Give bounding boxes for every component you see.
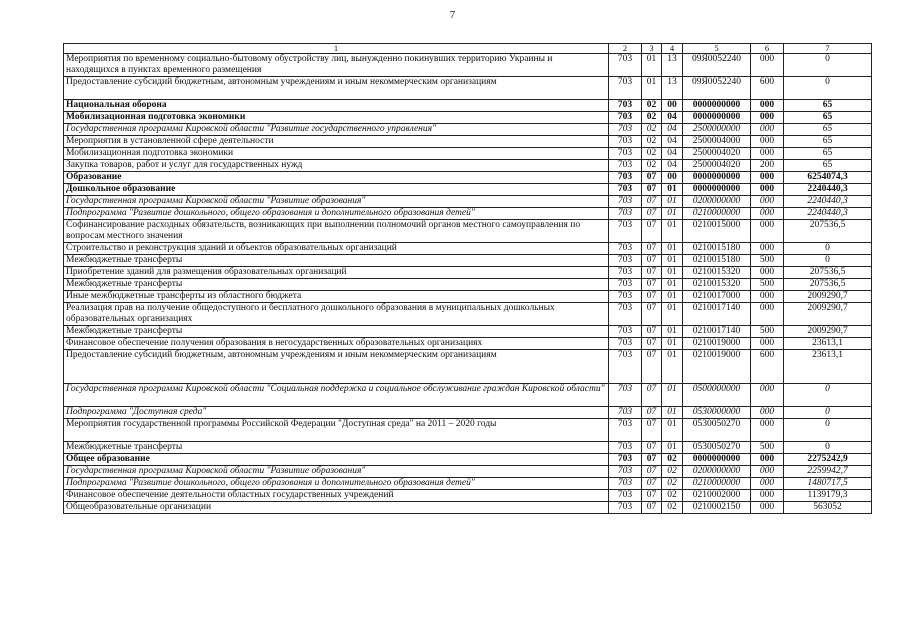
row-name: Общее образование xyxy=(64,454,609,466)
section-code: 07 xyxy=(642,184,662,196)
amount: 65 xyxy=(784,148,872,160)
target-article: 2500000000 xyxy=(683,124,751,136)
subsection-code: 01 xyxy=(662,442,683,454)
target-article: 0200000000 xyxy=(683,196,751,208)
expense-type: 000 xyxy=(751,303,784,326)
table-row xyxy=(64,136,872,148)
subsection-code: 04 xyxy=(662,160,683,172)
amount: 1139179,3 xyxy=(784,490,872,502)
row-name: Государственная программа Кировской области "Развитие образования" xyxy=(64,466,609,478)
section-code: 02 xyxy=(642,124,662,136)
amount: 23613,1 xyxy=(784,338,872,350)
table-row xyxy=(64,442,872,454)
section-code: 07 xyxy=(642,267,662,279)
amount: 65 xyxy=(784,112,872,124)
target-article: 09Я0052240 xyxy=(683,77,751,100)
section-code: 07 xyxy=(642,419,662,442)
amount: 0 xyxy=(784,442,872,454)
row-name: Софинансирование расходных обязательств, возникающих при выполнении полномочий органов местного самоуправления по вопросам местного значения xyxy=(64,220,609,243)
target-article: 0210015320 xyxy=(683,267,751,279)
subsection-code: 02 xyxy=(662,502,683,514)
expense-type: 500 xyxy=(751,442,784,454)
target-article: 0500000000 xyxy=(683,384,751,407)
row-name: Закупка товаров, работ и услуг для государственных нужд xyxy=(64,160,609,172)
subsection-code: 01 xyxy=(662,208,683,220)
expense-type: 000 xyxy=(751,478,784,490)
section-code: 07 xyxy=(642,279,662,291)
row-name: Мобилизационная подготовка экономики xyxy=(64,148,609,160)
ved-code: 703 xyxy=(609,384,642,407)
table-row xyxy=(64,502,872,514)
row-name: Строительство и реконструкция зданий и объектов образовательных организаций xyxy=(64,243,609,255)
expense-type: 000 xyxy=(751,419,784,442)
ved-code: 703 xyxy=(609,184,642,196)
table-row xyxy=(64,291,872,303)
row-name: Подпрограмма "Развитие дошкольного, общего образования и дополнительного образования детей" xyxy=(64,208,609,220)
subsection-code: 01 xyxy=(662,196,683,208)
ved-code: 703 xyxy=(609,350,642,384)
row-name: Приобретение зданий для размещения образовательных организаций xyxy=(64,267,609,279)
column-number: 7 xyxy=(784,44,872,54)
table-row xyxy=(64,338,872,350)
amount: 207536,5 xyxy=(784,267,872,279)
table-row xyxy=(64,419,872,442)
expense-type: 000 xyxy=(751,291,784,303)
row-name: Мероприятия в установленной сфере деятельности xyxy=(64,136,609,148)
ved-code: 703 xyxy=(609,303,642,326)
table-row xyxy=(64,490,872,502)
table-row xyxy=(64,303,872,326)
target-article: 0210019000 xyxy=(683,350,751,384)
target-article: 0000000000 xyxy=(683,454,751,466)
expense-type: 000 xyxy=(751,112,784,124)
section-code: 02 xyxy=(642,148,662,160)
section-code: 07 xyxy=(642,478,662,490)
target-article: 09Я0052240 xyxy=(683,54,751,77)
amount: 2240440,3 xyxy=(784,196,872,208)
section-code: 02 xyxy=(642,100,662,112)
ved-code: 703 xyxy=(609,148,642,160)
amount: 65 xyxy=(784,136,872,148)
section-code: 01 xyxy=(642,77,662,100)
expense-type: 000 xyxy=(751,384,784,407)
budget-table xyxy=(63,43,872,514)
ved-code: 703 xyxy=(609,490,642,502)
column-number: 6 xyxy=(751,44,784,54)
amount: 0 xyxy=(784,255,872,267)
subsection-code: 01 xyxy=(662,279,683,291)
expense-type: 600 xyxy=(751,350,784,384)
target-article: 0210017140 xyxy=(683,303,751,326)
row-name: Государственная программа Кировской области "Развитие государственного управления" xyxy=(64,124,609,136)
subsection-code: 04 xyxy=(662,124,683,136)
ved-code: 703 xyxy=(609,100,642,112)
target-article: 0210015000 xyxy=(683,220,751,243)
target-article: 0000000000 xyxy=(683,184,751,196)
expense-type: 500 xyxy=(751,326,784,338)
amount: 2009290,7 xyxy=(784,303,872,326)
expense-type: 000 xyxy=(751,454,784,466)
row-name: Подпрограмма "Доступная среда" xyxy=(64,407,609,419)
ved-code: 703 xyxy=(609,454,642,466)
expense-type: 500 xyxy=(751,255,784,267)
ved-code: 703 xyxy=(609,196,642,208)
subsection-code: 00 xyxy=(662,100,683,112)
amount: 6254074,3 xyxy=(784,172,872,184)
target-article: 0210019000 xyxy=(683,338,751,350)
expense-type: 500 xyxy=(751,279,784,291)
row-name: Подпрограмма "Развитие дошкольного, общего образования и дополнительного образования детей" xyxy=(64,478,609,490)
row-name: Финансовое обеспечение деятельности областных государственных учреждений xyxy=(64,490,609,502)
table-row xyxy=(64,243,872,255)
ved-code: 703 xyxy=(609,326,642,338)
table-row xyxy=(64,384,872,407)
amount: 0 xyxy=(784,243,872,255)
table-row xyxy=(64,148,872,160)
table-row xyxy=(64,466,872,478)
table-row xyxy=(64,255,872,267)
expense-type: 000 xyxy=(751,172,784,184)
section-code: 07 xyxy=(642,466,662,478)
subsection-code: 02 xyxy=(662,466,683,478)
table-row xyxy=(64,326,872,338)
subsection-code: 01 xyxy=(662,255,683,267)
amount: 0 xyxy=(784,384,872,407)
subsection-code: 01 xyxy=(662,243,683,255)
table-row xyxy=(64,279,872,291)
ved-code: 703 xyxy=(609,267,642,279)
target-article: 0530000000 xyxy=(683,407,751,419)
ved-code: 703 xyxy=(609,77,642,100)
ved-code: 703 xyxy=(609,338,642,350)
target-article: 0210002000 xyxy=(683,490,751,502)
section-code: 07 xyxy=(642,407,662,419)
section-code: 02 xyxy=(642,136,662,148)
ved-code: 703 xyxy=(609,279,642,291)
subsection-code: 01 xyxy=(662,338,683,350)
target-article: 0210000000 xyxy=(683,478,751,490)
row-name: Общеобразовательные организации xyxy=(64,502,609,514)
expense-type: 000 xyxy=(751,196,784,208)
target-article: 0530050270 xyxy=(683,442,751,454)
subsection-code: 04 xyxy=(662,136,683,148)
ved-code: 703 xyxy=(609,255,642,267)
table-row xyxy=(64,208,872,220)
expense-type: 000 xyxy=(751,267,784,279)
ved-code: 703 xyxy=(609,124,642,136)
section-code: 07 xyxy=(642,243,662,255)
section-code: 07 xyxy=(642,208,662,220)
ved-code: 703 xyxy=(609,442,642,454)
row-name: Мобилизационная подготовка экономики xyxy=(64,112,609,124)
row-name: Реализация прав на получение общедоступного и бесплатного дошкольного образования в муниципальных дошкольных образовательных организациях xyxy=(64,303,609,326)
row-name: Образование xyxy=(64,172,609,184)
subsection-code: 01 xyxy=(662,350,683,384)
target-article: 0210002150 xyxy=(683,502,751,514)
column-number: 5 xyxy=(683,44,751,54)
target-article: 0210015320 xyxy=(683,279,751,291)
amount: 2259942,7 xyxy=(784,466,872,478)
subsection-code: 01 xyxy=(662,184,683,196)
target-article: 0210015180 xyxy=(683,243,751,255)
expense-type: 000 xyxy=(751,100,784,112)
subsection-code: 01 xyxy=(662,419,683,442)
expense-type: 000 xyxy=(751,243,784,255)
budget-table-body xyxy=(64,44,872,514)
subsection-code: 13 xyxy=(662,54,683,77)
table-row xyxy=(64,112,872,124)
amount: 65 xyxy=(784,100,872,112)
subsection-code: 02 xyxy=(662,454,683,466)
target-article: 0000000000 xyxy=(683,112,751,124)
amount: 2240440,3 xyxy=(784,184,872,196)
expense-type: 000 xyxy=(751,502,784,514)
ved-code: 703 xyxy=(609,419,642,442)
column-number-row xyxy=(64,44,872,54)
amount: 2009290,7 xyxy=(784,291,872,303)
section-code: 01 xyxy=(642,54,662,77)
ved-code: 703 xyxy=(609,54,642,77)
target-article: 2500004000 xyxy=(683,136,751,148)
expense-type: 000 xyxy=(751,148,784,160)
expense-type: 000 xyxy=(751,184,784,196)
target-article: 0210017140 xyxy=(683,326,751,338)
ved-code: 703 xyxy=(609,407,642,419)
table-row xyxy=(64,77,872,100)
target-article: 0530050270 xyxy=(683,419,751,442)
subsection-code: 01 xyxy=(662,303,683,326)
section-code: 07 xyxy=(642,442,662,454)
target-article: 0210017000 xyxy=(683,291,751,303)
target-article: 0210000000 xyxy=(683,208,751,220)
amount: 2275242,9 xyxy=(784,454,872,466)
row-name: Государственная программа Кировской области "Развитие образования" xyxy=(64,196,609,208)
row-name: Межбюджетные трансферты xyxy=(64,255,609,267)
section-code: 07 xyxy=(642,255,662,267)
amount: 207536,5 xyxy=(784,220,872,243)
column-number: 1 xyxy=(64,44,609,54)
amount: 65 xyxy=(784,124,872,136)
ved-code: 703 xyxy=(609,172,642,184)
target-article: 2500004020 xyxy=(683,148,751,160)
expense-type: 000 xyxy=(751,136,784,148)
section-code: 07 xyxy=(642,454,662,466)
amount: 2240440,3 xyxy=(784,208,872,220)
page-number: 7 xyxy=(449,9,456,21)
table-row xyxy=(64,220,872,243)
expense-type: 000 xyxy=(751,208,784,220)
section-code: 07 xyxy=(642,326,662,338)
table-row xyxy=(64,54,872,77)
section-code: 07 xyxy=(642,350,662,384)
row-name: Государственная программа Кировской области "Социальная поддержка и социальное обслуживание граждан Кировской области" xyxy=(64,384,609,407)
row-name: Предоставление субсидий бюджетным, автономным учреждениям и иным некоммерческим организациям xyxy=(64,77,609,100)
amount: 207536,5 xyxy=(784,279,872,291)
section-code: 07 xyxy=(642,502,662,514)
expense-type: 000 xyxy=(751,54,784,77)
amount: 563052 xyxy=(784,502,872,514)
section-code: 07 xyxy=(642,291,662,303)
table-row xyxy=(64,454,872,466)
table-row xyxy=(64,184,872,196)
subsection-code: 01 xyxy=(662,384,683,407)
row-name: Межбюджетные трансферты xyxy=(64,326,609,338)
table-row xyxy=(64,100,872,112)
ved-code: 703 xyxy=(609,243,642,255)
column-number: 2 xyxy=(609,44,642,54)
target-article: 0200000000 xyxy=(683,466,751,478)
subsection-code: 01 xyxy=(662,291,683,303)
subsection-code: 04 xyxy=(662,112,683,124)
row-name: Межбюджетные трансферты xyxy=(64,279,609,291)
section-code: 02 xyxy=(642,160,662,172)
target-article: 0210015180 xyxy=(683,255,751,267)
target-article: 0000000000 xyxy=(683,100,751,112)
subsection-code: 01 xyxy=(662,220,683,243)
table-row xyxy=(64,478,872,490)
section-code: 07 xyxy=(642,196,662,208)
subsection-code: 01 xyxy=(662,326,683,338)
ved-code: 703 xyxy=(609,160,642,172)
target-article: 2500004020 xyxy=(683,160,751,172)
subsection-code: 13 xyxy=(662,77,683,100)
amount: 0 xyxy=(784,419,872,442)
row-name: Национальная оборона xyxy=(64,100,609,112)
column-number: 3 xyxy=(642,44,662,54)
amount: 0 xyxy=(784,77,872,100)
amount: 1480717,5 xyxy=(784,478,872,490)
subsection-code: 00 xyxy=(662,172,683,184)
expense-type: 000 xyxy=(751,338,784,350)
table-row xyxy=(64,172,872,184)
expense-type: 000 xyxy=(751,124,784,136)
ved-code: 703 xyxy=(609,208,642,220)
amount: 65 xyxy=(784,160,872,172)
subsection-code: 02 xyxy=(662,478,683,490)
subsection-code: 02 xyxy=(662,490,683,502)
row-name: Мероприятия государственной программы Российской Федерации "Доступная среда" на 2011 – 2020 годы xyxy=(64,419,609,442)
ved-code: 703 xyxy=(609,112,642,124)
amount: 0 xyxy=(784,54,872,77)
ved-code: 703 xyxy=(609,478,642,490)
section-code: 07 xyxy=(642,338,662,350)
table-row xyxy=(64,350,872,384)
table-row xyxy=(64,196,872,208)
table-row xyxy=(64,160,872,172)
row-name: Дошкольное образование xyxy=(64,184,609,196)
table-row xyxy=(64,267,872,279)
subsection-code: 04 xyxy=(662,148,683,160)
section-code: 07 xyxy=(642,384,662,407)
ved-code: 703 xyxy=(609,466,642,478)
expense-type: 000 xyxy=(751,490,784,502)
ved-code: 703 xyxy=(609,220,642,243)
expense-type: 200 xyxy=(751,160,784,172)
column-number: 4 xyxy=(662,44,683,54)
amount: 0 xyxy=(784,407,872,419)
amount: 2009290,7 xyxy=(784,326,872,338)
row-name: Иные межбюджетные трансферты из областного бюджета xyxy=(64,291,609,303)
section-code: 07 xyxy=(642,172,662,184)
amount: 23613,1 xyxy=(784,350,872,384)
section-code: 07 xyxy=(642,303,662,326)
table-row xyxy=(64,124,872,136)
row-name: Межбюджетные трансферты xyxy=(64,442,609,454)
ved-code: 703 xyxy=(609,502,642,514)
subsection-code: 01 xyxy=(662,407,683,419)
expense-type: 600 xyxy=(751,77,784,100)
expense-type: 000 xyxy=(751,220,784,243)
section-code: 02 xyxy=(642,112,662,124)
ved-code: 703 xyxy=(609,291,642,303)
row-name: Финансовое обеспечение получения образования в негосударственных образовательных организациях xyxy=(64,338,609,350)
section-code: 07 xyxy=(642,490,662,502)
expense-type: 000 xyxy=(751,407,784,419)
target-article: 0000000000 xyxy=(683,172,751,184)
table-row xyxy=(64,407,872,419)
ved-code: 703 xyxy=(609,136,642,148)
row-name: Предоставление субсидий бюджетным, автономным учреждениям и иным некоммерческим организациям xyxy=(64,350,609,384)
section-code: 07 xyxy=(642,220,662,243)
row-name: Мероприятия по временному социально-бытовому обустройству лиц, вынужденно покинувших территорию Украины и находящихся в пунктах временного размещения xyxy=(64,54,609,77)
subsection-code: 01 xyxy=(662,267,683,279)
expense-type: 000 xyxy=(751,466,784,478)
